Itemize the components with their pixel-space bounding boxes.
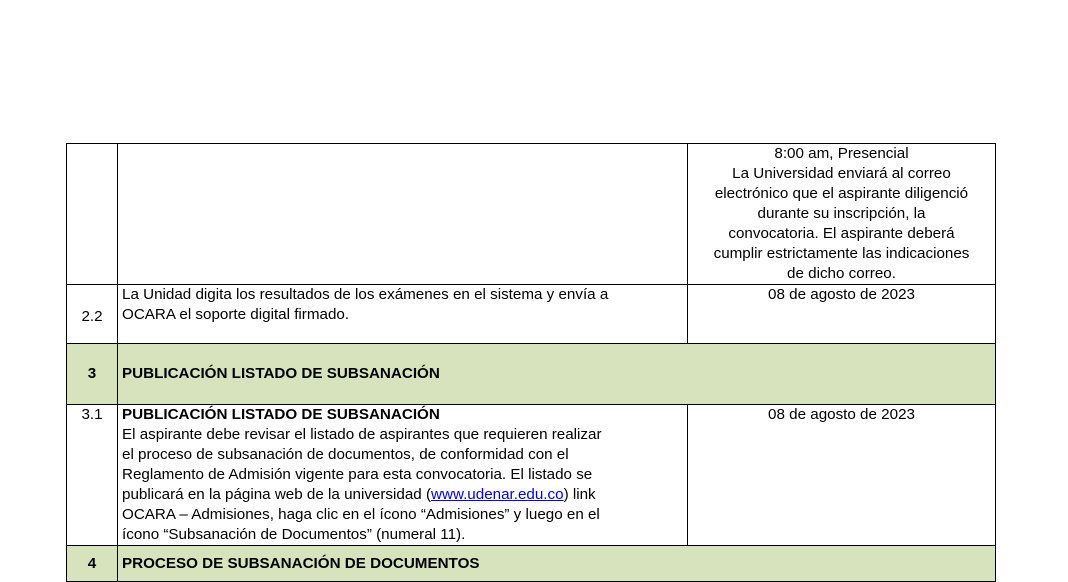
description-cell [118, 285, 688, 344]
description-cell [118, 144, 688, 285]
date-line: La Universidad enviará al correo [732, 165, 951, 182]
description-line: Reglamento de Admisión vigente para esta convocatoria. El listado se [122, 466, 593, 483]
date-line: durante su inscripción, la [757, 205, 926, 222]
schedule-table [66, 143, 996, 582]
section-number-cell: 3 [67, 344, 118, 405]
description-line [122, 485, 683, 505]
date-line: 8:00 am, Presencial [774, 145, 909, 162]
section-title-cell: PROCESO DE SUBSANACIÓN DE DOCUMENTOS [118, 546, 996, 582]
university-website-link[interactable]: www.udenar.edu.co [431, 486, 564, 503]
date-cell: 08 de agosto de 2023 [688, 405, 996, 546]
date-cell [688, 144, 996, 285]
description-title: PUBLICACIÓN LISTADO DE SUBSANACIÓN [122, 406, 440, 423]
description-line: ícono “Subsanación de Documentos” (numeral 11). [122, 526, 466, 543]
table-row [67, 285, 996, 344]
row-number-cell: 3.1 [67, 405, 118, 546]
description-line: OCARA – Admisiones, haga clic en el ícono “Admisiones” y luego en el [122, 506, 600, 523]
date-line: electrónico que el aspirante diligenció [714, 185, 969, 202]
description-line: el proceso de subsanación de documentos, de conformidad con el [122, 446, 569, 463]
description-line: La Unidad digita los resultados de los exámenes en el sistema y envía a [122, 286, 609, 303]
description-cell [118, 405, 688, 546]
table-row [67, 144, 996, 285]
date-cell: 08 de agosto de 2023 [688, 285, 996, 344]
row-number-cell: 2.2 [67, 285, 118, 344]
description-line: OCARA el soporte digital firmado. [122, 306, 350, 323]
section-title-cell: PUBLICACIÓN LISTADO DE SUBSANACIÓN [118, 344, 996, 405]
section-header-row [67, 344, 996, 405]
table-row [67, 405, 996, 546]
section-number-cell: 4 [67, 546, 118, 582]
date-line: de dicho correo. [787, 265, 896, 282]
description-line: El aspirante debe revisar el listado de aspirantes que requieren realizar [122, 426, 602, 443]
row-number-cell [67, 144, 118, 285]
date-line: convocatoria. El aspirante deberá [728, 225, 955, 242]
date-line: cumplir estrictamente las indicaciones [713, 245, 970, 262]
section-header-row [67, 546, 996, 582]
text-fragment: publicará en la página web de la universidad ( [122, 486, 432, 503]
text-fragment: ) link [563, 486, 596, 503]
